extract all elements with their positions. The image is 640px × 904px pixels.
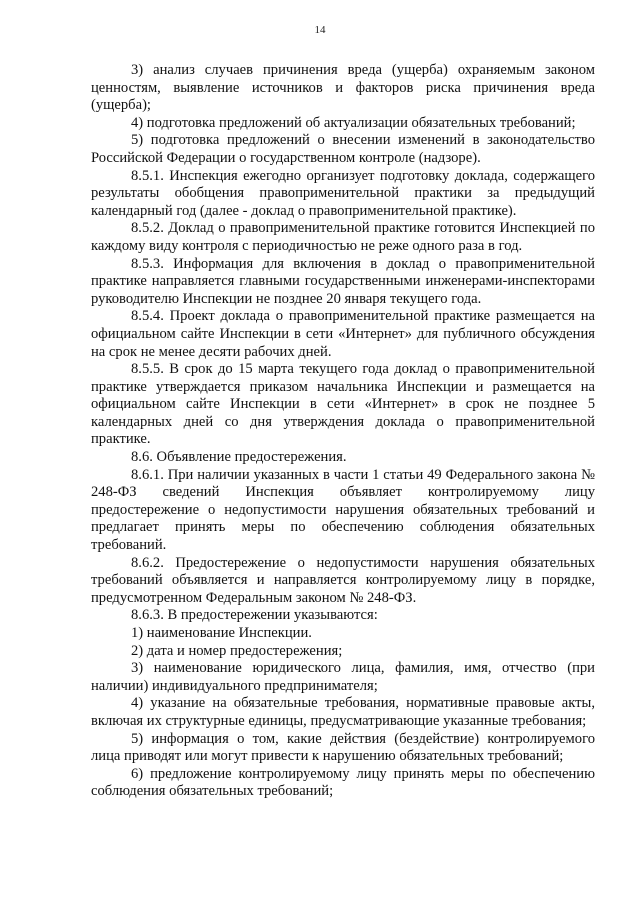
paragraph: 8.6. Объявление предостережения. xyxy=(131,449,347,466)
paragraph: 6) предложение контролируемому лицу принять меры по обеспечению соблюдения обязательных требований; xyxy=(91,765,595,800)
document-body xyxy=(91,62,595,801)
paragraph: 1) наименование Инспекции. xyxy=(131,625,312,641)
paragraph: 3) анализ случаев причинения вреда (ущерба) охраняемым законом ценностям, выявление источников и факторов риска причинения вреда (ущерба); xyxy=(91,62,595,114)
paragraph: 8.6.1. При наличии указанных в части 1 статьи 49 Федерального закона № 248-ФЗ сведений Инспекция объявляет контролируемому лицу предостережение о недопустимости нарушения обязательных требований и предлагает принять меры по обеспечению соблюдения обязательных требований. xyxy=(91,466,595,554)
paragraph: 5) информация о том, какие действия (бездействие) контролируемого лица приводят или могут привести к нарушению обязательных требований; xyxy=(91,730,595,765)
paragraph: 5) подготовка предложений о внесении изменений в законодательство Российской Федерации о государственном контроле (надзоре). xyxy=(91,132,595,166)
paragraph: 8.5.3. Информация для включения в доклад о правоприменительной практике направляется главными государственными инженерами-инспекторами руководителю Инспекции не позднее 20 января текущего года. xyxy=(91,255,595,307)
paragraph: 8.5.1. Инспекция ежегодно организует подготовку доклада, содержащего результаты обобщения правоприменительной практики за предыдущий календарный год (далее - доклад о правоприменительной практике). xyxy=(91,167,595,219)
page-number: 14 xyxy=(314,24,326,36)
paragraph: 8.5.2. Доклад о правоприменительной практике готовится Инспекцией по каждому виду контроля с периодичностью не реже одного раза в год. xyxy=(91,220,595,254)
paragraph: 3) наименование юридического лица, фамилия, имя, отчество (при наличии) индивидуального предпринимателя; xyxy=(91,660,595,694)
paragraph: 8.6.3. В предостережении указываются: xyxy=(131,607,378,624)
paragraph: 4) подготовка предложений об актуализации обязательных требований; xyxy=(131,114,576,131)
paragraph: 8.6.2. Предостережение о недопустимости нарушения обязательных требований объявляется и направляется контролируемому лицу в порядке, предусмотренном Федеральным законом № 248-ФЗ. xyxy=(91,554,595,606)
paragraph: 8.5.4. Проект доклада о правоприменительной практике размещается на официальном сайте Инспекции в сети «Интернет» для публичного обсуждения на срок не менее десяти рабочих дней. xyxy=(91,308,595,360)
paragraph: 8.5.5. В срок до 15 марта текущего года доклад о правоприменительной практике утверждается приказом начальника Инспекции и размещается на официальном сайте Инспекции в сети «Интернет» в срок не позднее 5 календарных дней со дня утверждения доклада о правоприменительной практике. xyxy=(91,361,595,448)
paragraph: 4) указание на обязательные требования, нормативные правовые акты, включая их структурные единицы, предусматривающие указанные требования; xyxy=(91,695,595,729)
paragraph: 2) дата и номер предостережения; xyxy=(131,642,343,659)
